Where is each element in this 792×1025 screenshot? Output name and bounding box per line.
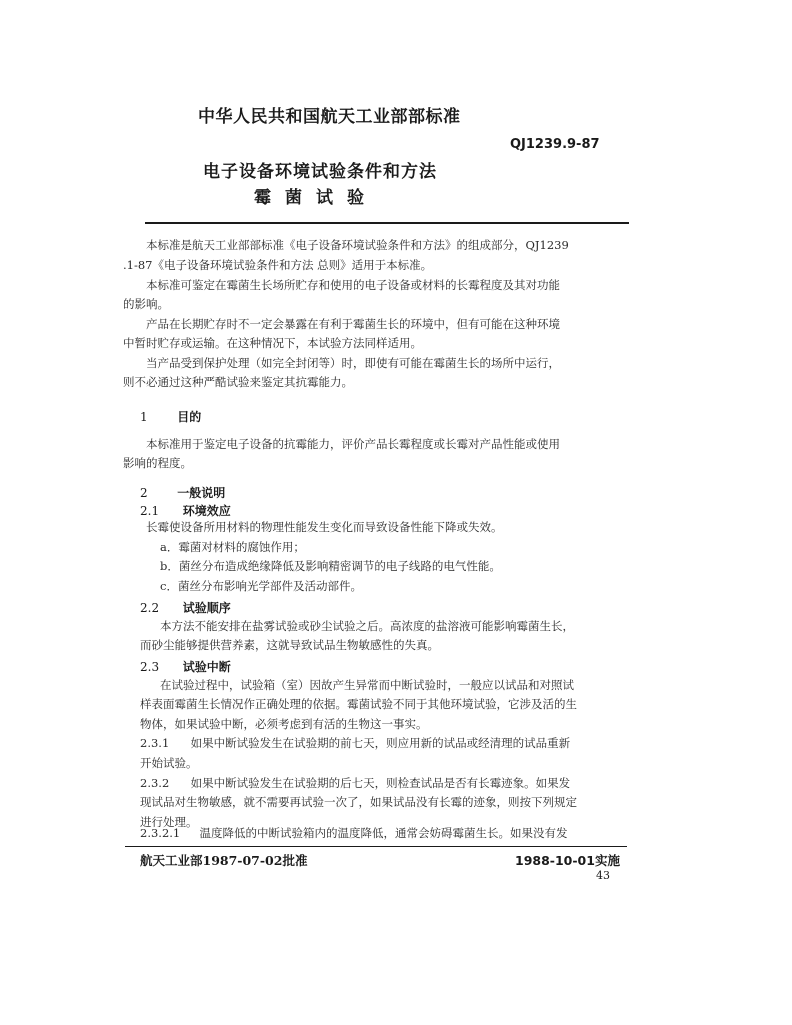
section21-item-c: c．菌丝分布影响光学部件及活动部件。	[160, 579, 362, 593]
intro-p1-line1: 本标准是航天工业部部标准《电子设备环境试验条件和方法》的组成部分，QJ1239	[146, 238, 569, 252]
intro-p2-line1: 本标准可鉴定在霉菌生长场所贮存和使用的电子设备或材料的长霉程度及其对功能	[146, 278, 560, 292]
section2-heading	[140, 484, 225, 501]
document-subtitle: 霉菌试验	[254, 188, 378, 208]
section2-number: 2	[140, 486, 148, 500]
section231-text: 如果中断试验发生在试验期的前七天，则应用新的试品或经清理的试品重新	[190, 736, 571, 750]
footer-rule	[125, 846, 627, 847]
section22-p-line2: 而砂尘能够提供营养素，这就导致试品生物敏感性的失真。	[140, 638, 439, 652]
section1-title: 目的	[177, 410, 202, 424]
page-number: 43	[596, 869, 610, 882]
intro-p4-line1: 当产品受到保护处理（如完全封闭等）时，即使有可能在霉菌生长的场所中运行，	[146, 356, 560, 370]
section22-heading	[140, 599, 231, 616]
intro-p2-line2: 的影响。	[123, 297, 169, 311]
section232-line3: 进行处理。	[140, 815, 198, 829]
section1-p-line2: 影响的程度。	[123, 456, 192, 470]
section21-heading	[140, 502, 231, 519]
section231-line2: 开始试验。	[140, 756, 198, 770]
section21-number: 2.1	[140, 504, 160, 518]
intro-p1-line2: .1-87《电子设备环境试验条件和方法 总则》适用于本标准。	[123, 258, 433, 272]
header-rule	[145, 222, 629, 224]
section232-text: 如果中断试验发生在试验期的后七天，则检查试品是否有长霉迹象。如果发	[190, 776, 571, 790]
intro-p4-line2: 则不必通过这种严酷试验来鉴定其抗霉能力。	[123, 375, 353, 389]
section22-number: 2.2	[140, 601, 160, 615]
section21-item-a: a．霉菌对材料的腐蚀作用；	[160, 540, 305, 554]
section23-title: 试验中断	[182, 660, 231, 674]
section23-p-line1: 在试验过程中，试验箱（室）因故产生异常而中断试验时，一般应以试品和对照试	[160, 678, 574, 692]
section1-p-line1: 本标准用于鉴定电子设备的抗霉能力，评价产品长霉程度或长霉对产品性能或使用	[146, 437, 560, 451]
section2-title: 一般说明	[177, 486, 226, 500]
document-title: 电子设备环境试验条件和方法	[203, 162, 437, 182]
section232-line1	[140, 776, 570, 791]
intro-p3-line2: 中暂时贮存或运输。在这种情况下，本试验方法同样适用。	[123, 336, 422, 350]
section1-number: 1	[140, 410, 148, 424]
section23-p-line2: 样表面霉菌生长情况作正确处理的依据。霉菌试验不同于其他环境试验，它涉及活的生	[140, 697, 577, 711]
section2321-text: 温度降低的中断试验箱内的温度降低，通常会妨碍霉菌生长。如果没有发	[199, 826, 568, 840]
section22-title: 试验顺序	[182, 601, 231, 615]
section23-number: 2.3	[140, 660, 160, 674]
section22-p-line1: 本方法不能安排在盐雾试验或砂尘试验之后。高浓度的盐溶液可能影响霉菌生长，	[160, 619, 574, 633]
section231-line1	[140, 736, 570, 751]
section23-heading	[140, 658, 231, 675]
approval-date: 航天工业部1987-07-02批准	[140, 853, 308, 868]
section21-title: 环境效应	[182, 504, 231, 518]
section232-line2: 现试品对生物敏感，就不需要再试验一次了，如果试品没有长霉的迹象，则按下列规定	[140, 795, 577, 809]
section21-item-b: b．菌丝分布造成绝缘降低及影响精密调节的电子线路的电气性能。	[160, 559, 501, 573]
section2321-line1	[140, 826, 568, 841]
effective-date: 1988-10-01实施	[515, 853, 620, 868]
section2321-number: 2.3.2.1	[140, 826, 181, 840]
section231-number: 2.3.1	[140, 736, 170, 750]
section21-p: 长霉使设备所用材料的物理性能发生变化而导致设备性能下降或失效。	[146, 520, 503, 534]
intro-p3-line1: 产品在长期贮存时不一定会暴露在有利于霉菌生长的环境中，但有可能在这种环境	[146, 317, 560, 331]
section232-number: 2.3.2	[140, 776, 170, 790]
section1-heading	[140, 408, 201, 425]
issuing-organization: 中华人民共和国航天工业部部标准	[198, 107, 461, 127]
section23-p-line3: 物体，如果试验中断，必须考虑到有活的生物这一事实。	[140, 717, 428, 731]
standard-code: QJ1239.9-87	[510, 137, 600, 152]
